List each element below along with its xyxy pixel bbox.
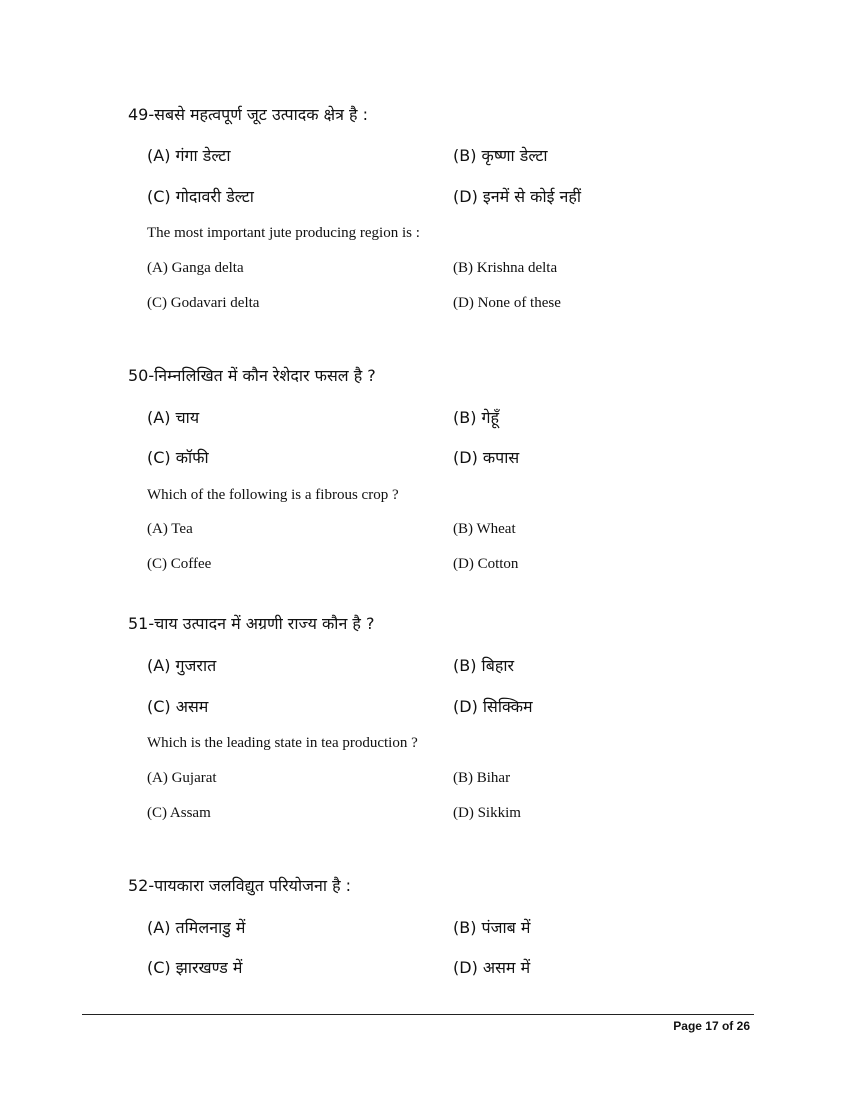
q51-hi-option-c: (C) असम [147,697,209,716]
question-49-hindi: 49-सबसे महत्वपूर्ण जूट उत्पादक क्षेत्र है : [128,105,369,124]
q49-en-option-c: (C) Godavari delta [147,295,260,311]
q50-en-option-a: (A) Tea [147,521,193,537]
q51-hi-option-d: (D) सिक्किम [453,697,533,716]
q49-en-option-d: (D) None of these [453,295,561,311]
q52-hi-option-c: (C) झारखण्ड में [147,958,243,977]
q50-en-option-d: (D) Cotton [453,556,519,572]
q49-hi-option-b: (B) कृष्णा डेल्टा [453,146,548,165]
q51-hi-option-b: (B) बिहार [453,656,515,675]
q51-en-option-b: (B) Bihar [453,770,511,786]
q49-en-option-a: (A) Ganga delta [147,260,244,276]
question-49-english: The most important jute producing region is : [147,225,420,241]
q51-en-option-d: (D) Sikkim [453,805,521,821]
question-52-hindi: 52-पायकारा जलविद्युत परियोजना है : [128,876,352,895]
q51-en-option-a: (A) Gujarat [147,770,217,786]
q49-hi-option-c: (C) गोदावरी डेल्टा [147,187,254,206]
question-51-hindi: 51-चाय उत्पादन में अग्रणी राज्य कौन है ? [128,614,375,633]
footer-divider [82,1014,754,1015]
q49-en-option-b: (B) Krishna delta [453,260,558,276]
q52-hi-option-d: (D) असम में [453,958,531,977]
q49-hi-option-d: (D) इनमें से कोई नहीं [453,187,582,206]
q52-hi-option-b: (B) पंजाब में [453,918,531,937]
q49-hi-option-a: (A) गंगा डेल्टा [147,146,231,165]
question-51-english: Which is the leading state in tea production ? [147,735,418,751]
q50-hi-option-a: (A) चाय [147,408,200,427]
q50-en-option-b: (B) Wheat [453,521,516,537]
q51-en-option-c: (C) Assam [147,805,211,821]
q50-hi-option-d: (D) कपास [453,448,520,467]
question-50-hindi: 50-निम्नलिखित में कौन रेशेदार फसल है ? [128,366,376,385]
question-50-english: Which of the following is a fibrous crop ? [147,487,399,503]
q50-hi-option-c: (C) कॉफी [147,448,209,467]
q52-hi-option-a: (A) तमिलनाडु में [147,918,246,937]
q51-hi-option-a: (A) गुजरात [147,656,217,675]
q50-en-option-c: (C) Coffee [147,556,212,572]
q50-hi-option-b: (B) गेहूँ [453,408,500,427]
page-number: Page 17 of 26 [673,1019,750,1033]
